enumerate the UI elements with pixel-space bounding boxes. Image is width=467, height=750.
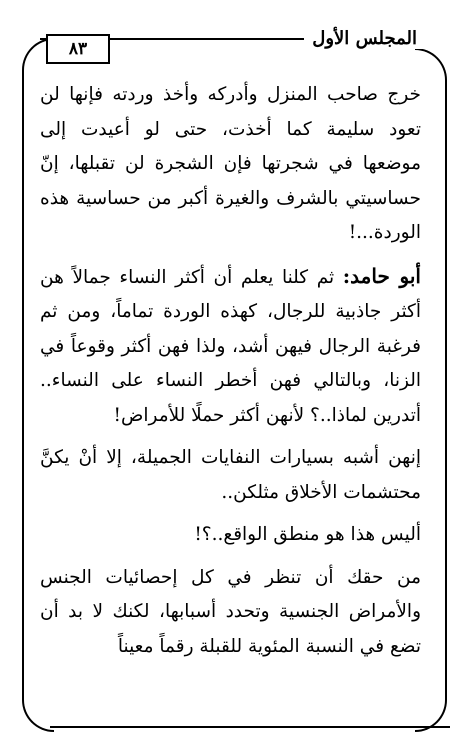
speaker-text: ثم كلنا يعلم أن أكثر النساء جمالاً هن أكثر جاذبية للرجال، كهذه الوردة تماماً، ومن ثم فرغبة الرجال فيهن أشد، ولذا فهن أكثر وقوعاً في الزنا، وبالتالي فهن أخطر النساء على النساء.. أتدرين لماذا..؟ لأنهن أكثر حملًا للأمراض! [40,266,421,426]
page-border-bottom [50,726,450,728]
paragraph-3: إنهن أشبه بسيارات النفايات الجميلة، إلا أنْ يكنَّ محتشمات الأخلاق مثلكن.. [40,447,421,503]
page-number: ٨٣ [46,34,110,64]
chapter-title: المجلس الأول [304,28,425,49]
page-body [40,78,421,664]
speaker-name: أبو حامد: [342,263,421,288]
paragraph-4: أليس هذا هو منطق الواقع..؟! [194,524,421,545]
paragraph-2 [40,259,421,434]
paragraph-5: من حقك أن تنظر في كل إحصائيات الجنس والأمراض الجنسية وتحدد أسبابها، لكنك لا بد أن تضع في النسبة المئوية للقبلة رقماً معيناً [40,566,421,657]
paragraph-1: خرج صاحب المنزل وأدركه وأخذ وردته فإنها لن تعود سليمة كما أخذت، حتى لو أعيدت إلى موضعها في شجرتها فإن الشجرة لن تقبلها، إنّ حساسيتي بالشرف والغيرة أكبر من حساسية هذه الوردة...! [40,84,421,243]
